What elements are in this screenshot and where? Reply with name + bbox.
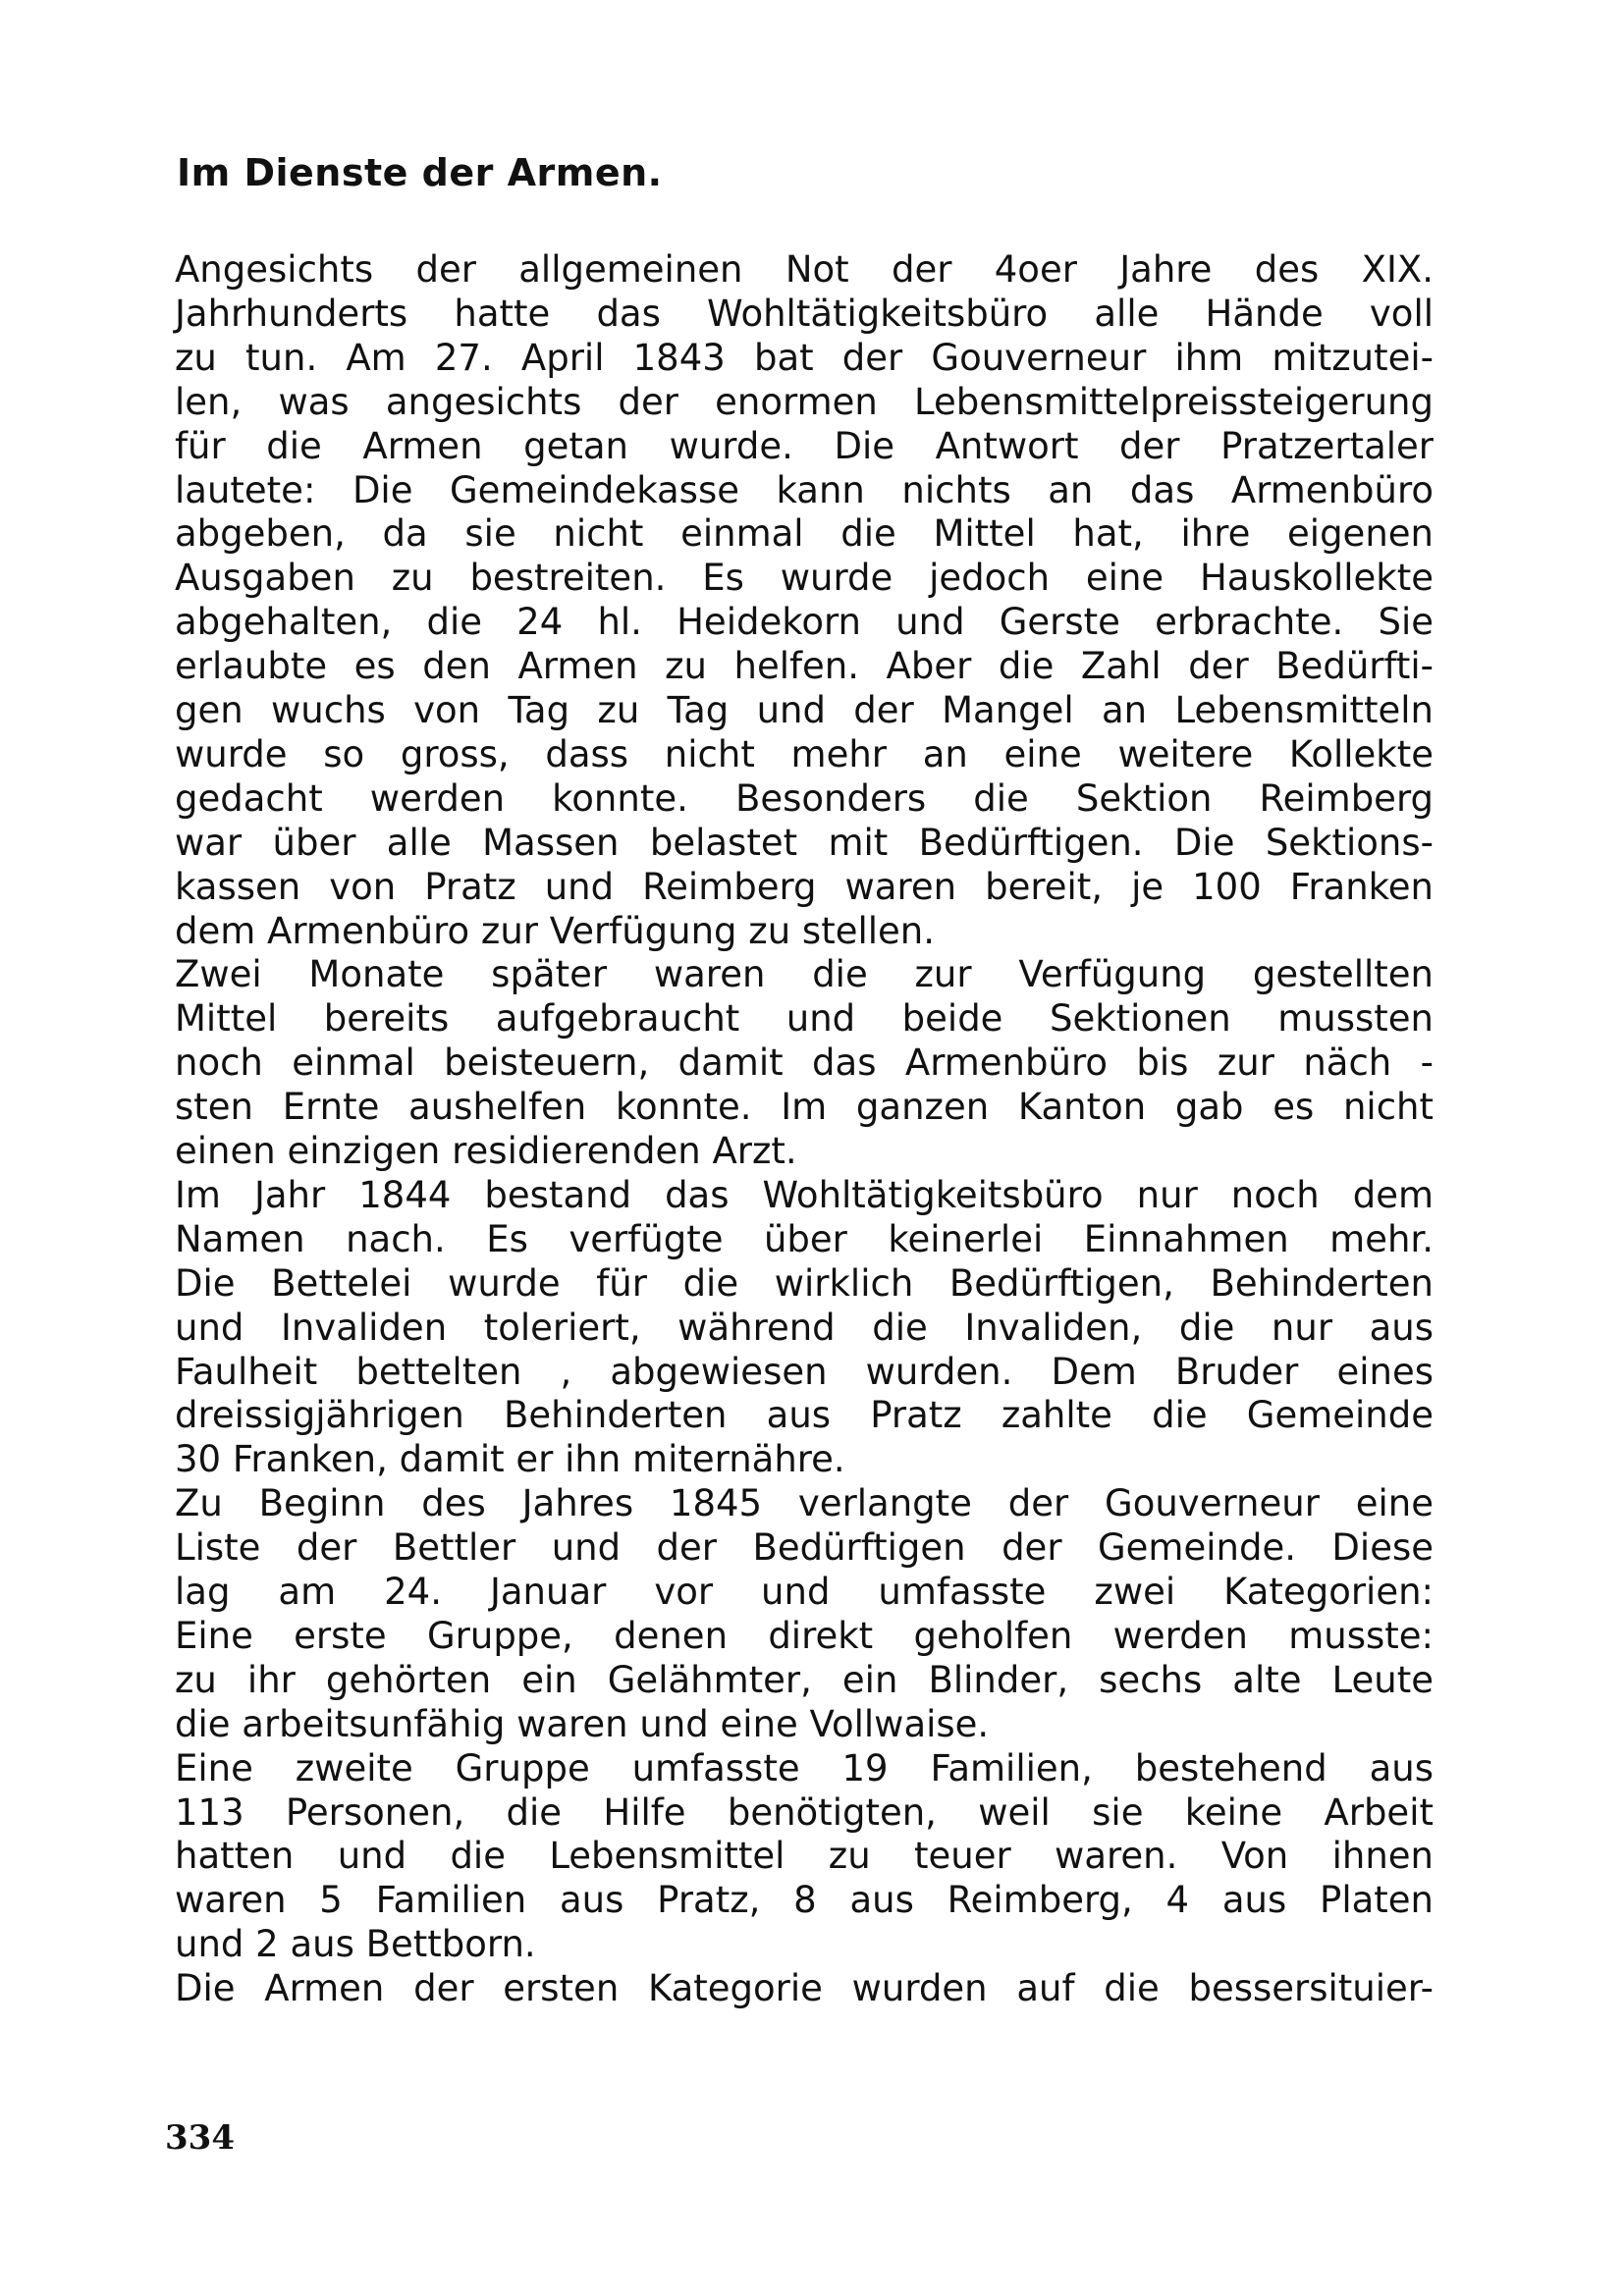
text-line: Ausgaben zu bestreiten. Es wurde jedoch eine Hauskollekte <box>175 557 1434 600</box>
text-line: sten Ernte aushelfen konnte. Im ganzen Kanton gab es nicht <box>175 1086 1434 1129</box>
text-line: abgeben, da sie nicht einmal die Mittel hat, ihre eigenen <box>175 512 1434 556</box>
text-line: Zwei Monate später waren die zur Verfügung gestellten <box>175 953 1434 996</box>
text-line: Die Bettelei wurde für die wirklich Bedürftigen, Behinderten <box>175 1261 1434 1305</box>
text-line: Namen nach. Es verfügte über keinerlei Einnahmen mehr. <box>175 1217 1434 1260</box>
text-line: Eine erste Gruppe, denen direkt geholfen werden musste: <box>175 1614 1434 1657</box>
text-line: noch einmal beisteuern, damit das Armenbüro bis zur näch - <box>175 1041 1434 1085</box>
text-line: gedacht werden konnte. Besonders die Sektion Reimberg <box>175 776 1434 820</box>
text-line: Liste der Bettler und der Bedürftigen der Gemeinde. Diese <box>175 1526 1434 1570</box>
text-line: war über alle Massen belastet mit Bedürftigen. Die Sektions- <box>175 821 1434 864</box>
text-line: Jahrhunderts hatte das Wohltätigkeitsbüro alle Hände voll <box>175 292 1434 335</box>
text-line: Mittel bereits aufgebraucht und beide Sektionen mussten <box>175 997 1434 1041</box>
text-line: zu ihr gehörten ein Gelähmter, ein Blinder, sechs alte Leute <box>175 1658 1434 1701</box>
text-line: zu tun. Am 27. April 1843 bat der Gouverneur ihm mitzutei- <box>175 336 1434 379</box>
text-line: erlaubte es den Armen zu helfen. Aber die Zahl der Bedürfti- <box>175 645 1434 688</box>
text-line: hatten und die Lebensmittel zu teuer waren. Von ihnen <box>175 1835 1434 1878</box>
text-line: waren 5 Familien aus Pratz, 8 aus Reimberg, 4 aus Platen <box>175 1879 1434 1922</box>
text-line: dreissigjährigen Behinderten aus Pratz zahlte die Gemeinde <box>175 1394 1434 1437</box>
text-line: len, was angesichts der enormen Lebensmittelpreissteigerung <box>175 380 1434 423</box>
text-line: 30 Franken, damit er ihn miternähre. <box>175 1438 845 1481</box>
text-line: lag am 24. Januar vor und umfasste zwei Kategorien: <box>175 1571 1434 1613</box>
text-line: wurde so gross, dass nicht mehr an eine weitere Kollekte <box>175 732 1434 775</box>
text-line: Angesichts der allgemeinen Not der 4oer Jahre des XIX. <box>175 248 1434 291</box>
text-line: einen einzigen residierenden Arzt. <box>175 1130 797 1172</box>
text-line: kassen von Pratz und Reimberg waren bereit, je 100 Franken <box>175 865 1434 908</box>
text-line: Eine zweite Gruppe umfasste 19 Familien, bestehend aus <box>175 1746 1434 1789</box>
text-line: Die Armen der ersten Kategorie wurden auf die bessersituier- <box>175 1967 1434 2010</box>
text-line: und 2 aus Bettborn. <box>175 1923 536 1966</box>
text-line: und Invaliden toleriert, während die Invaliden, die nur aus <box>175 1306 1434 1349</box>
page-number: 334 <box>165 2118 235 2158</box>
text-line: abgehalten, die 24 hl. Heidekorn und Gerste erbrachte. Sie <box>175 601 1434 644</box>
section-heading: Im Dienste der Armen. <box>177 151 663 194</box>
text-line: lautete: Die Gemeindekasse kann nichts an das Armenbüro <box>175 468 1434 511</box>
text-line: gen wuchs von Tag zu Tag und der Mangel an Lebensmitteln <box>175 689 1434 731</box>
text-line: die arbeitsunfähig waren und eine Vollwaise. <box>175 1702 990 1745</box>
text-line: dem Armenbüro zur Verfügung zu stellen. <box>175 909 936 952</box>
text-line: 113 Personen, die Hilfe benötigten, weil sie keine Arbeit <box>175 1790 1434 1834</box>
text-line: Zu Beginn des Jahres 1845 verlangte der Gouverneur eine <box>175 1482 1434 1525</box>
text-line: für die Armen getan wurde. Die Antwort der Pratzertaler <box>175 424 1434 467</box>
text-line: Im Jahr 1844 bestand das Wohltätigkeitsbüro nur noch dem <box>175 1173 1434 1216</box>
text-line: Faulheit bettelten , abgewiesen wurden. Dem Bruder eines <box>175 1350 1434 1393</box>
